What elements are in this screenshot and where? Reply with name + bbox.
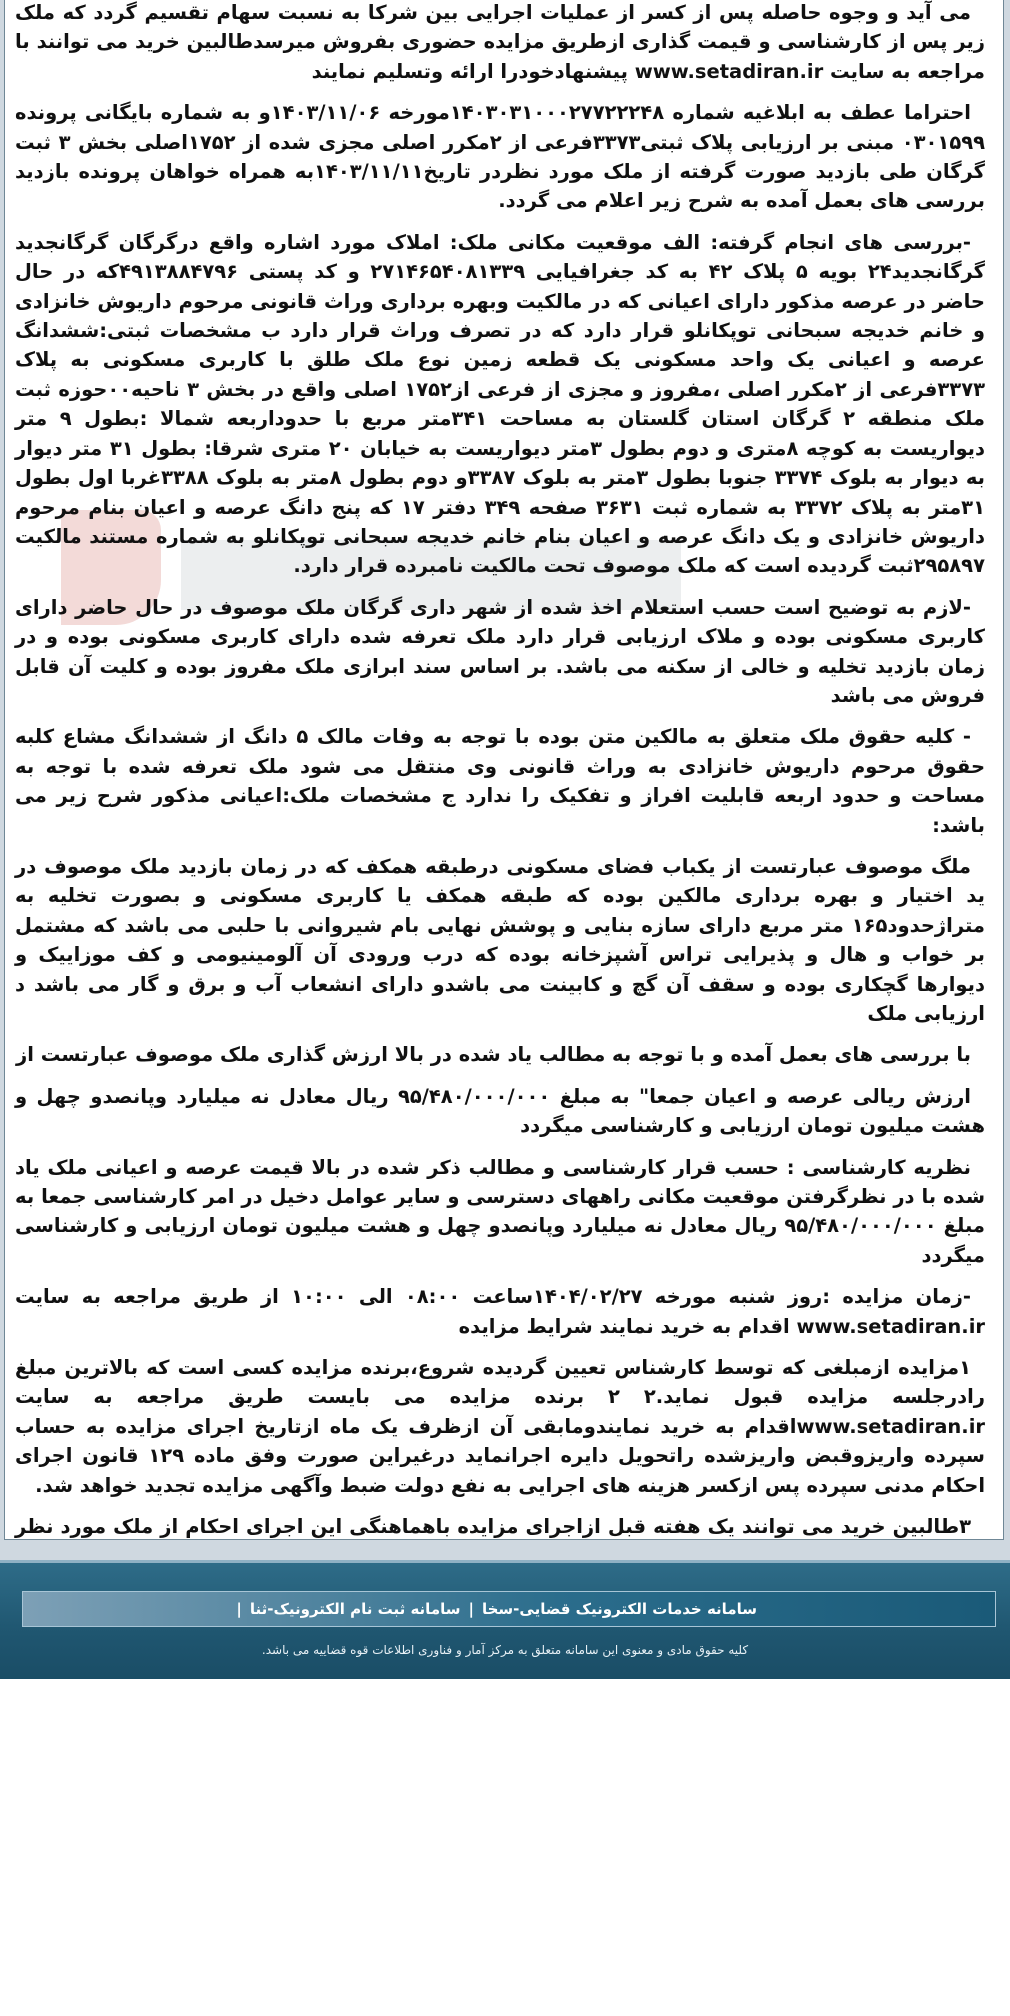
auction-notice-text: [15, 0, 985, 1540]
paragraph: ۳طالبین خرید می توانند یک هفته قبل ازاجرای مزایده باهماهنگی این اجرای احکام از ملک مورد نظر: [15, 1515, 971, 1539]
footer-link-sakha[interactable]: سامانه خدمات الکترونیک قضایی-سخا: [481, 1600, 757, 1618]
paragraph: -زمان مزایده :روز شنبه مورخه ۱۴۰۴/۰۲/۲۷ساعت ۰۸:۰۰ الی ۱۰:۰۰ از طریق مراجعه به سایت www.setadiran.ir اقدام به خرید نمایند شرایط مزایده: [15, 1285, 985, 1338]
paragraph: -لازم به توضیح است حسب استعلام اخذ شده از شهر داری گرگان ملک موصوف در حال حاضر دارای کاربری مسکونی بوده و ملاک ارزیابی قرار دارد ملک تعرفه شده دارای کاربری مسکونی بوده و در زمان بازدید تخلیه و خالی از سکنه می باشد. بر اساس سند ابرازی ملک مفروز بوده و کلیت آن قابل فروش می باشد: [15, 595, 985, 707]
footer-link-bar: [22, 1591, 996, 1627]
paragraph: می آید و وجوه حاصله پس از کسر از عملیات اجرایی بین شرکا به نسبت سهام تقسیم گردد که ملک زیر پس از کارشناسی و قیمت گذاری ازطریق مزایده حضوری بفروش میرسدطالبین خرید می توانند با مراجعه به سایت www.setadiran.ir پیشنهادخودرا ارائه وتسلیم نمایند: [15, 1, 985, 83]
footer-copyright: کلیه حقوق مادی و معنوی این سامانه متعلق به مرکز آمار و فناوری اطلاعات قوه قضاییه می باشد.: [261, 1643, 749, 1657]
content-panel: [4, 0, 1004, 1540]
footer-separator: |: [236, 1600, 242, 1618]
footer-separator: |: [468, 1600, 474, 1618]
paragraph: ارزش ریالی عرصه و اعیان جمعا" به مبلغ ۹۵/۴۸۰/۰۰۰/۰۰۰ ریال معادل نه میلیارد وپانصدو چهل و هشت میلیون تومان ارزیابی و کارشناسی میگردد: [15, 1084, 985, 1138]
footer-link-sana[interactable]: سامانه ثبت نام الکترونیک-ثنا: [249, 1600, 461, 1618]
paragraph: نظریه کارشناسی : حسب قرار کارشناسی و مطالب ذکر شده در بالا قیمت عرصه و اعیانی ملک یاد شده با در نظرگرفتن موقعیت مکانی راههای دسترسی و سایر عوامل دخیل در امر کارشناسی جمعا به مبلغ ۹۵/۴۸۰/۰۰۰/۰۰۰ ریال معادل نه میلیارد وپانصدو چهل و هشت میلیون تومان ارزیابی و کارشناسی میگردد: [15, 1155, 985, 1267]
paragraph: -بررسی های انجام گرفته: الف موقعیت مکانی ملک: املاک مورد اشاره واقع درگرگان گرگانجدید گرگانجدید۲۴ بویه ۵ پلاک ۴۲ به کد جغرافیایی ۲۷۱۴۶۵۴۰۸۱۳۳۹ و کد پستی ۴۹۱۳۸۸۴۷۹۶که در حال حاضر در عرصه مذکور دارای اعیانی که در مالکیت وبهره برداری وراث قانونی مرحوم داریوش خانزادی و خانم خدیجه سبحانی توپکانلو قرار دارد که در تصرف وراث قرار دارد ب مشخصات ثبتی:ششدانگ عرصه و اعیانی یک واحد مسکونی یک قطعه زمین نوع ملک طلق با کاربری مسکونی به پلاک ۳۳۷۳فرعی از ۲مکرر اصلی ،مفروز و مجزی از فرعی از۱۷۵۲ اصلی واقع در بخش ۳ ناحیه۰۰حوزه ثبت ملک منطقه ۲ گرگان استان گلستان به مساحت ۳۴۱متر مربع با حدوداربعه شمالا :بطول ۹ متر دیواریست به کوچه ۸متری و دوم بطول ۳متر دیواریست به خیابان ۲۰ متری شرقا: بطول ۳۱ متر دیوار به دیوار به بلوک ۳۳۷۴ جنوبا بطول ۳متر به بلوک ۳۳۸۷و دوم بطول ۸متر به بلوک ۳۳۸۸غربا اول بطول ۳۱متر به پلاک ۳۳۷۲ به شماره ثبت ۳۶۳۱ صفحه ۳۴۹ دفتر ۱۷ که پنج دانگ عرصه و اعیان بنام مرحوم داریوش خانزادی و یک دانگ عرصه و اعیان بنام خانم خدیجه سبحانی توپکانلو به شماره مستند مالکیت ۲۹۵۸۹۷ثبت گردیده است که ملک موصوف تحت مالکیت نامبرده قرار دارد.: [15, 230, 986, 578]
paragraph: ملگ موصوف عبارتست از یکباب فضای مسکونی درطبقه همکف که در زمان بازدید ملک موصوف در ید اختیار و بهره برداری مالکین بوده که طبقه همکف یا کاربری مسکونی و بصورت تخلیه به متراژحدود۱۶۵ متر مربع دارای سازه بنایی و پوشش نهایی بام شیروانی با حلبی می باشد که مشتمل بر خواب و هال و پذیرایی تراس آشپزخانه بوده که درب ورودی آن آلومینیومی و کف موزاییک و دیوارها گچکاری بوده و سقف آن گچ و کابینت می باشدو دارای انشعاب آب و برق و گار می باشد د ارزیابی ملک: [15, 854, 985, 1025]
paragraph: - کلیه حقوق ملک متعلق به مالکین متن بوده با توجه به وفات مالک ۵ دانگ از ششدانگ مشاع کلبه حقوق مرحوم داریوش خانزادی به وراث قانونی وی منتقل می شود ملک تعرفه شده با توجه به مساحت و حدود اربعه قابلیت افراز و تفکیک را ندارد ج مشخصات ملک:اعیانی مذکور شرح زیر می باشد:: [15, 725, 985, 837]
site-footer: [0, 1560, 1010, 1679]
paragraph: ۱مزایده ازمبلغی که توسط کارشناس تعیین گردیده شروع،برنده مزایده کسی است که بالاترین مبلغ رادرجلسه مزایده قبول نماید.۲ ۲ برنده مزایده می بایست طریق مراجعه به سایت www.setadiran.irاقدام به خرید نمایندومابقی آن ازظرف یک ماه ازتاریخ اجرای مزایده به حساب سپرده واریزوقبض واریزشده راتحویل دایره اجرانماید درغیراین صورت وفق ماده ۱۲۹ قانون اجرای احکام مدنی سپرده پس ازکسر هزینه های اجرایی به نفع دولت ضبط وآگهی مزایده تجدید خواهد شد.: [15, 1356, 985, 1497]
paragraph: با بررسی های بعمل آمده و با توجه به مطالب یاد شده در بالا ارزش گذاری ملک موصوف عبارتست از: [16, 1043, 971, 1067]
paragraph: احتراما عطف به ابلاغیه شماره ۱۴۰۳۰۳۱۰۰۰۲۷۷۲۲۲۴۸مورخه ۱۴۰۳/۱۱/۰۶و به شماره بایگانی پرونده ۰۳۰۱۵۹۹ مبنی بر ارزیابی پلاک ثبتی۳۳۷۳فرعی از ۲مکرر اصلی مجزی شده از ۱۷۵۲اصلی بخش ۳ ثبت گرگان طی بازدید صورت گرفته از ملک مورد نظردر تاریخ۱۴۰۳/۱۱/۱۱به همراه خواهان پرونده بازدید بررسی های بعمل آمده به شرح زیر اعلام می گردد.: [15, 101, 986, 213]
